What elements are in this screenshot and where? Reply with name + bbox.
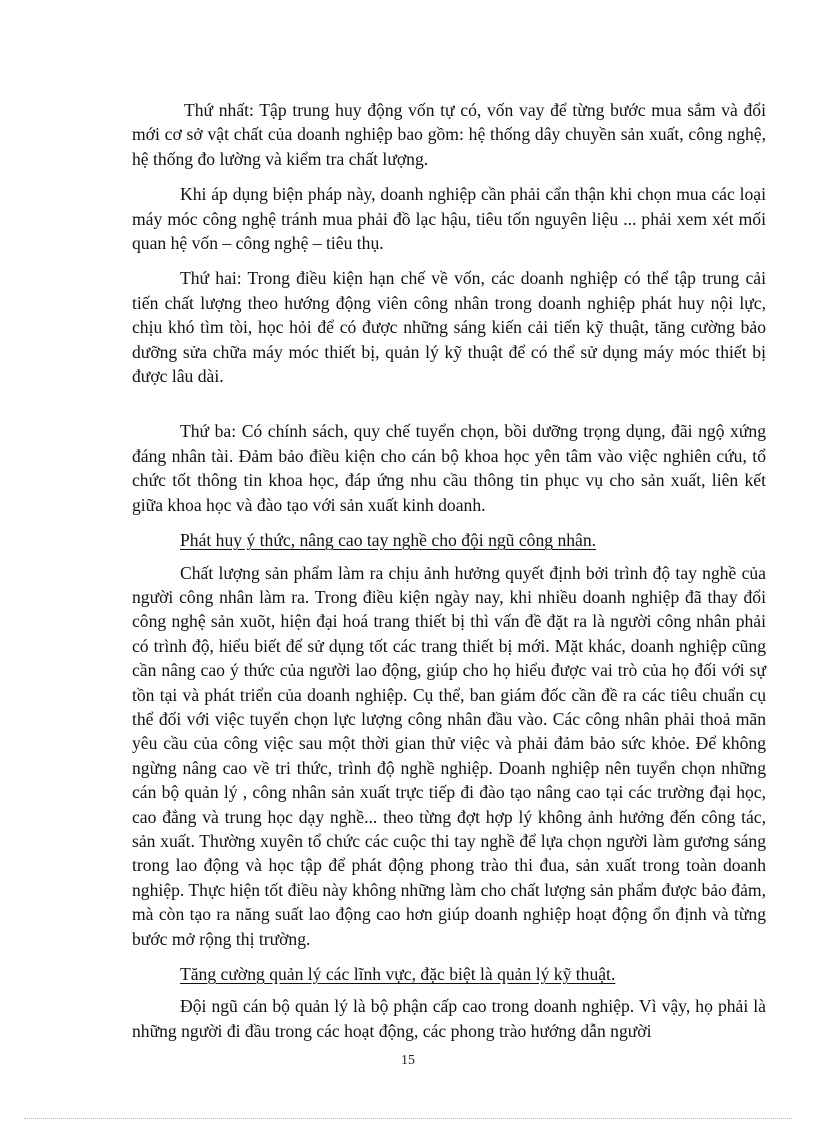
paragraph-chat-luong-san-pham: Chất lượng sản phẩm làm ra chịu ảnh hưởng quyết định bởi trình độ tay nghề của người công nhân làm ra. Trong điều kiện ngày nay, khi nhiều doanh nghiệp đã thay đổi công nghệ sản xuõt, hiện đại hoá trang thiết bị thì vấn đề đặt ra là người công nhân phải có trình độ, hiểu biết để sử dụng tốt các trang thiết bị mới. Mặt khác, doanh nghiệp cũng cần nâng cao ý thức của người lao động, giúp cho họ hiểu được vai trò của họ đối với sự tồn tại và phát triển của doanh nghiệp. Cụ thể, ban giám đốc cần đề ra các tiêu chuẩn cụ thể đối với việc tuyển chọn lực lượng công nhân đầu vào. Các công nhân phải thoả mãn yêu cầu của công việc sau một thời gian thử việc và phải đảm bảo sức khỏe. Để không ngừng nâng cao về tri thức, trình độ nghề nghiệp. Doanh nghiệp nên tuyển chọn những cán bộ quản lý , công nhân sản xuất trực tiếp đi đào tạo nâng cao tại các trường đại học, cao đẳng và trung học dạy nghề... theo từng đợt hợp lý không ảnh hưởng đến công tác, sản xuất. Thường xuyên tổ chức các cuộc thi tay nghề để lựa chọn người làm gương sáng trong lao động và học tập để phát động phong trào thi đua, sản xuất trong toàn doanh nghiệp. Thực hiện tốt điều này không những làm cho chất lượng sản phẩm được bảo đảm, mà còn tạo ra năng suất lao động cao hơn giúp doanh nghiệp hoạt động ổn định và từng bước mở rộng thị trường. (132, 562, 766, 949)
section-heading-tang-cuong-quan-ly (132, 962, 766, 986)
paragraph-thu-nhat: Thứ nhất: Tập trung huy động vốn tự có, vốn vay để từng bước mua sắm và đổi mới cơ sở vật chất của doanh nghiệp bao gồm: hệ thống dây chuyền sản xuất, công nghệ, hệ thống đo lường và kiểm tra chất lượng. (132, 100, 766, 169)
paragraph-thu-ba: Thứ ba: Có chính sách, quy chế tuyển chọn, bồi dưỡng trọng dụng, đãi ngộ xứng đáng nhân tài. Đảm bảo điều kiện cho cán bộ khoa học yên tâm vào việc nghiên cứu, tổ chức tốt thông tin khoa học, đáp ứng nhu cầu thông tin phục vụ cho sản xuất, liên kết giữa khoa học và đào tạo với sản xuất kinh doanh. (132, 421, 766, 515)
page-body (132, 98, 766, 1054)
section-heading-phat-huy-y-thuc (132, 528, 766, 552)
page-number: 15 (401, 1053, 415, 1068)
paragraph-thu-hai: Thứ hai: Trong điều kiện hạn chế về vốn, các doanh nghiệp có thể tập trung cải tiến chất lượng theo hướng động viên công nhân trong doanh nghiệp phát huy nội lực, chịu khó tìm tòi, học hỏi để có được những sáng kiến cải tiến kỹ thuật, tăng cường bảo dưỡng sửa chữa máy móc thiết bị, quản lý kỹ thuật để có thể sử dụng máy móc thiết bị được lâu dài. (132, 268, 766, 387)
paragraph-ap-dung-bien-phap: Khi áp dụng biện pháp này, doanh nghiệp cần phải cẩn thận khi chọn mua các loại máy móc công nghệ tránh mua phải đồ lạc hậu, tiêu tốn nguyên liệu ... phải xem xét mối quan hệ vốn – công nghệ – tiêu thụ. (132, 184, 766, 254)
section-heading-phat-huy-y-thuc-text: Phát huy ý thức, nâng cao tay nghề cho đội ngũ công nhân. (180, 530, 597, 551)
footer-divider (24, 1118, 792, 1119)
paragraph-doi-ngu-can-bo: Đội ngũ cán bộ quản lý là bộ phận cấp cao trong doanh nghiệp. Vì vậy, họ phải là những người đi đầu trong các hoạt động, các phong trào hướng dẫn người (132, 996, 766, 1041)
section-heading-tang-cuong-quan-ly-text: Tăng cường quản lý các lĩnh vực, đặc biệt là quản lý kỹ thuật. (180, 964, 616, 984)
